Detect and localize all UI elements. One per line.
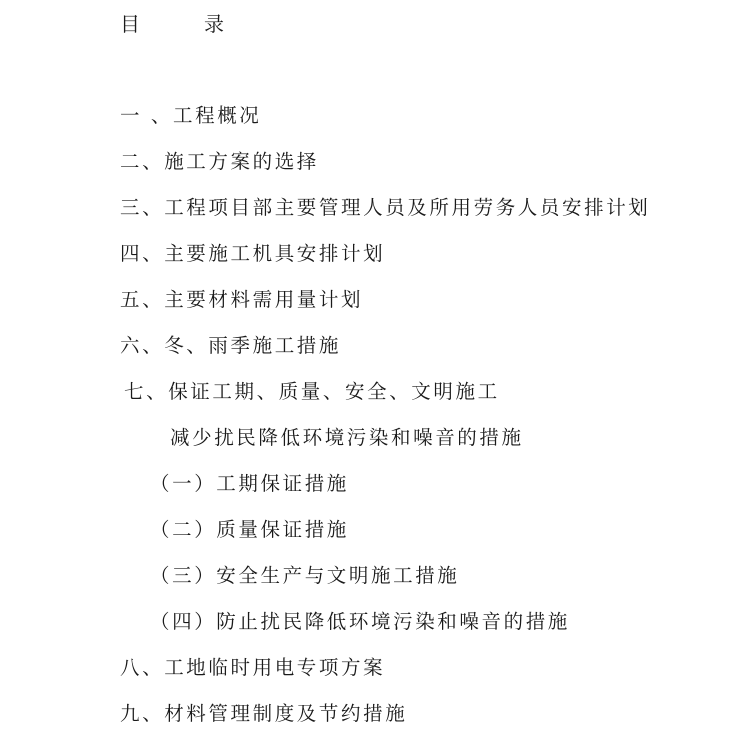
toc-heading-char-2: 录 (204, 12, 224, 36)
toc-heading-char-1: 目 (120, 12, 140, 36)
toc-entry-5: 五、主要材料需用量计划 (120, 288, 364, 311)
toc-subentry-1: （一）工期保证措施 (150, 472, 349, 495)
toc-entry-6: 六、冬、雨季施工措施 (120, 334, 342, 357)
toc-subentry-4: （四）防止扰民降低环境污染和噪音的措施 (150, 610, 570, 633)
toc-entry-3: 三、工程项目部主要管理人员及所用劳务人员安排计划 (120, 196, 651, 219)
toc-entry-4: 四、主要施工机具安排计划 (120, 242, 386, 265)
toc-heading (120, 8, 224, 37)
toc-entry-8: 八、工地临时用电专项方案 (120, 656, 386, 679)
toc-subentry-3: （三）安全生产与文明施工措施 (150, 564, 460, 587)
toc-entry-7: 七、保证工期、质量、安全、文明施工 (124, 380, 500, 403)
toc-subentry-2: （二）质量保证措施 (150, 518, 349, 541)
toc-entry-2: 二、施工方案的选择 (120, 150, 319, 173)
toc-entry-7-continued: 减少扰民降低环境污染和噪音的措施 (170, 426, 524, 449)
toc-entry-1: 一 、工程概况 (120, 104, 262, 127)
toc-entry-9: 九、材料管理制度及节约措施 (120, 702, 408, 725)
